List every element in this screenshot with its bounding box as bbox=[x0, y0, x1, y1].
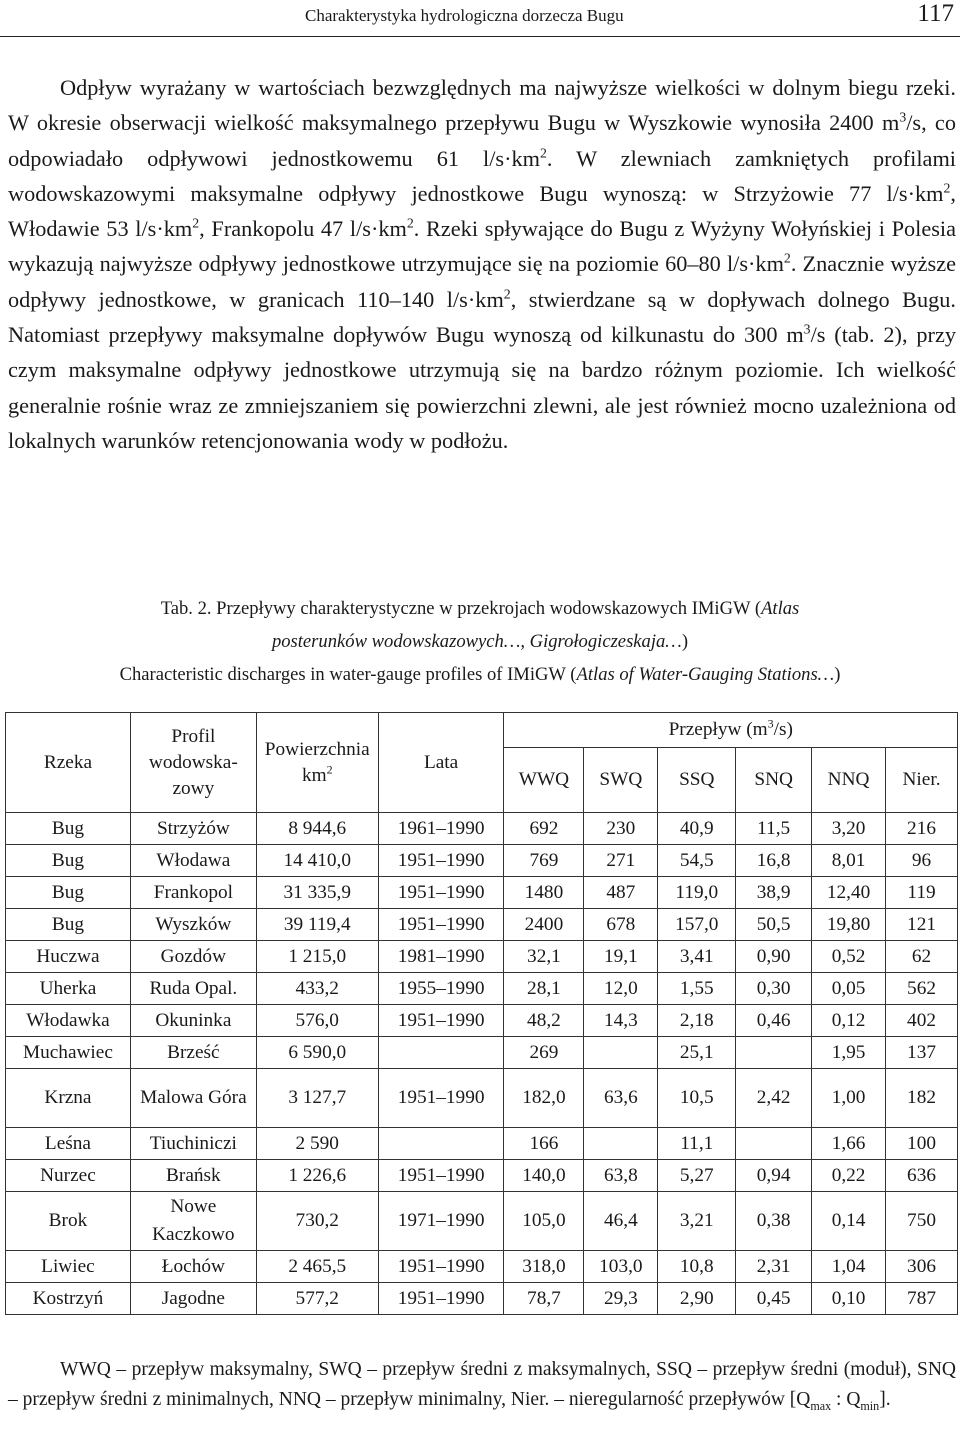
table-cell: 0,94 bbox=[736, 1160, 812, 1192]
header-text: Przepływ (m bbox=[668, 719, 768, 740]
text-run: WWQ – przepływ maksymalny, SWQ – przepływ średni z maksymalnych, SSQ – przepływ średni (moduł), SNQ – przepływ średni z minimalnych, NNQ – przepływ minimalny, Nier. – nieregularność przepływów [Q bbox=[8, 1359, 956, 1410]
table-cell: 3,20 bbox=[812, 813, 886, 845]
table-cell: 182 bbox=[886, 1069, 958, 1128]
table-cell: 0,30 bbox=[736, 973, 812, 1005]
table-cell: 1,04 bbox=[812, 1251, 886, 1283]
col-header-rzeka: Rzeka bbox=[6, 713, 131, 813]
table-cell: 2 590 bbox=[256, 1128, 378, 1160]
table-cell: 402 bbox=[886, 1005, 958, 1037]
table-cell: 2,18 bbox=[658, 1005, 736, 1037]
table-cell: Łochów bbox=[130, 1251, 256, 1283]
table-cell: 1981–1990 bbox=[378, 941, 504, 973]
table-cell: 230 bbox=[584, 813, 658, 845]
table-cell: 0,14 bbox=[812, 1192, 886, 1251]
table-cell bbox=[584, 1128, 658, 1160]
caption-italic: Atlas bbox=[761, 598, 800, 619]
table-cell: 78,7 bbox=[504, 1283, 584, 1315]
table-cell: 14,3 bbox=[584, 1005, 658, 1037]
running-head: Charakterystyka hydrologiczna dorzecza Bugu bbox=[305, 6, 624, 25]
table-cell: 1951–1990 bbox=[378, 1005, 504, 1037]
caption-pl-line-2 bbox=[0, 625, 960, 658]
table-cell: Bug bbox=[6, 909, 131, 941]
table-cell: 271 bbox=[584, 845, 658, 877]
table-cell: 1480 bbox=[504, 877, 584, 909]
table-cell: 1951–1990 bbox=[378, 1069, 504, 1128]
header-text: /s) bbox=[773, 719, 793, 740]
table-cell: Muchawiec bbox=[6, 1037, 131, 1069]
table-cell bbox=[378, 1128, 504, 1160]
table-cell: 269 bbox=[504, 1037, 584, 1069]
table-row bbox=[6, 973, 958, 1005]
table-row bbox=[6, 1283, 958, 1315]
table-cell: 3,41 bbox=[658, 941, 736, 973]
body-paragraph bbox=[8, 70, 956, 458]
table-cell: 576,0 bbox=[256, 1005, 378, 1037]
table-cell: 3 127,7 bbox=[256, 1069, 378, 1128]
table-cell: 1 226,6 bbox=[256, 1160, 378, 1192]
table-cell: 14 410,0 bbox=[256, 845, 378, 877]
superscript: 2 bbox=[192, 215, 200, 231]
table-cell: Liwiec bbox=[6, 1251, 131, 1283]
subscript: max bbox=[810, 1398, 832, 1413]
table-cell: 787 bbox=[886, 1283, 958, 1315]
table-row bbox=[6, 813, 958, 845]
table-cell: 2400 bbox=[504, 909, 584, 941]
table-cell: 1951–1990 bbox=[378, 877, 504, 909]
table-cell: 0,05 bbox=[812, 973, 886, 1005]
table-cell: 96 bbox=[886, 845, 958, 877]
table-cell: 166 bbox=[504, 1128, 584, 1160]
table-cell: 50,5 bbox=[736, 909, 812, 941]
table-cell: Gozdów bbox=[130, 941, 256, 973]
table-cell: 10,8 bbox=[658, 1251, 736, 1283]
table-cell: Huczwa bbox=[6, 941, 131, 973]
table-row bbox=[6, 1160, 958, 1192]
caption-italic: Atlas of Water-Gauging Stations… bbox=[576, 664, 835, 685]
table-cell: 1 215,0 bbox=[256, 941, 378, 973]
header-text: Powierzchnia km bbox=[264, 738, 370, 786]
table-body bbox=[6, 813, 958, 1315]
table-cell: 12,0 bbox=[584, 973, 658, 1005]
table-cell: Nurzec bbox=[6, 1160, 131, 1192]
table-cell: 0,12 bbox=[812, 1005, 886, 1037]
table-cell: 2,31 bbox=[736, 1251, 812, 1283]
table-cell: Brańsk bbox=[130, 1160, 256, 1192]
table-row bbox=[6, 1069, 958, 1128]
table-cell: 157,0 bbox=[658, 909, 736, 941]
table-cell: 39 119,4 bbox=[256, 909, 378, 941]
table-cell: 0,46 bbox=[736, 1005, 812, 1037]
table-cell: 2,90 bbox=[658, 1283, 736, 1315]
table-cell: 63,8 bbox=[584, 1160, 658, 1192]
table-row bbox=[6, 845, 958, 877]
text-run: , stwierdzane są w dopływach dolnego Bugu. Natomiast przepływy maksymalne dopływów Bugu wynoszą od kilkunastu do 300 m bbox=[8, 286, 956, 348]
text-run: . Rzeki spływające do Bugu z Wyżyny Wołyńskiej i Polesia wykazują najwyższe odpływy jednostkowe utrzymujące się na poziomie 60–80 l/s·km bbox=[8, 216, 956, 277]
table-caption bbox=[0, 592, 960, 691]
table-cell: Kostrzyń bbox=[6, 1283, 131, 1315]
table-cell: 769 bbox=[504, 845, 584, 877]
table-cell: 1955–1990 bbox=[378, 973, 504, 1005]
footnote-text bbox=[8, 1355, 956, 1414]
table-cell: 11,1 bbox=[658, 1128, 736, 1160]
table-cell: 19,80 bbox=[812, 909, 886, 941]
text-run: /s, co odpowiadało odpływowi jednostkowemu 61 l/s·km bbox=[8, 110, 956, 171]
caption-italic: posterunków wodowskazowych…, Gigrołogiczeskaja… bbox=[271, 631, 682, 652]
table-cell: 1,95 bbox=[812, 1037, 886, 1069]
table-cell: 306 bbox=[886, 1251, 958, 1283]
table-cell: 433,2 bbox=[256, 973, 378, 1005]
table-cell: Ruda Opal. bbox=[130, 973, 256, 1005]
text-run: . Znacznie wyższe odpływy jednostkowe, w granicach 110–140 l/s·km bbox=[8, 251, 956, 312]
col-header-snq: SNQ bbox=[736, 748, 812, 813]
table-cell: Wyszków bbox=[130, 909, 256, 941]
caption-text: ) bbox=[681, 631, 689, 652]
caption-text: Characteristic discharges in water-gauge profiles of IMiGW ( bbox=[119, 664, 577, 685]
table-cell: 5,27 bbox=[658, 1160, 736, 1192]
table-cell: 16,8 bbox=[736, 845, 812, 877]
table-footnote bbox=[8, 1355, 956, 1414]
table-cell bbox=[736, 1037, 812, 1069]
col-header-nnq: NNQ bbox=[812, 748, 886, 813]
table-row bbox=[6, 1037, 958, 1069]
table-cell: Frankopol bbox=[130, 877, 256, 909]
col-header-ssq: SSQ bbox=[658, 748, 736, 813]
table-cell: 636 bbox=[886, 1160, 958, 1192]
superscript: 2 bbox=[943, 180, 951, 196]
table-cell: 1,66 bbox=[812, 1128, 886, 1160]
table-cell: 6 590,0 bbox=[256, 1037, 378, 1069]
table-row bbox=[6, 941, 958, 973]
table-cell: 38,9 bbox=[736, 877, 812, 909]
superscript: 3 bbox=[767, 716, 774, 731]
table-cell: 216 bbox=[886, 813, 958, 845]
table-cell: 54,5 bbox=[658, 845, 736, 877]
table-cell: 10,5 bbox=[658, 1069, 736, 1128]
col-header-przeplyw bbox=[504, 713, 958, 748]
text-run: , Frankopolu 47 l/s·km bbox=[199, 216, 407, 242]
table-cell: Bug bbox=[6, 877, 131, 909]
table-cell: 0,90 bbox=[736, 941, 812, 973]
table-cell: Leśna bbox=[6, 1128, 131, 1160]
header-row bbox=[6, 713, 958, 748]
text-run: Odpływ wyrażany w wartościach bezwzględnych ma najwyższe wielkości w dolnym biegu rzeki. W okresie obserwacji wielkość maksymalnego przepływu Bugu w Wyszkowie wynosiła 2400 m bbox=[8, 75, 956, 136]
table-cell: 1951–1990 bbox=[378, 1283, 504, 1315]
table-cell: 32,1 bbox=[504, 941, 584, 973]
col-header-profil: Profil wodowskazowy bbox=[130, 713, 256, 813]
table-cell: Brok bbox=[6, 1192, 131, 1251]
table-cell bbox=[378, 1037, 504, 1069]
table-cell: 8,01 bbox=[812, 845, 886, 877]
superscript: 2 bbox=[540, 145, 547, 161]
col-header-nier: Nier. bbox=[886, 748, 958, 813]
text-run: /s (tab. 2), przy czym maksymalne odpływy jednostkowe utrzymują się na bardzo różnym poziomie. Ich wielkość generalnie rośnie wraz ze zmniejszaniem się powierzchni zlewni, ale jest również mocno uzależniona od lokalnych warunków retencjonowania wody w podłożu. bbox=[8, 322, 956, 453]
table-cell: Uherka bbox=[6, 973, 131, 1005]
table-cell: 25,1 bbox=[658, 1037, 736, 1069]
table-cell: Tiuchiniczi bbox=[130, 1128, 256, 1160]
table-cell: 2,42 bbox=[736, 1069, 812, 1128]
table-cell bbox=[584, 1037, 658, 1069]
caption-en-line bbox=[0, 658, 960, 691]
table-cell: 1951–1990 bbox=[378, 1160, 504, 1192]
caption-text: ) bbox=[834, 664, 841, 685]
text-run: , Włodawie 53 l/s·km bbox=[8, 180, 956, 242]
table-cell: 105,0 bbox=[504, 1192, 584, 1251]
superscript: 3 bbox=[899, 109, 907, 125]
caption-text: Tab. 2. Przepływy charakterystyczne w przekrojach wodowskazowych IMiGW ( bbox=[160, 598, 762, 619]
table-cell: 40,9 bbox=[658, 813, 736, 845]
superscript: 2 bbox=[406, 215, 414, 231]
table-cell: 1951–1990 bbox=[378, 845, 504, 877]
table-row bbox=[6, 1251, 958, 1283]
table-cell: 1961–1990 bbox=[378, 813, 504, 845]
col-header-wwq: WWQ bbox=[504, 748, 584, 813]
table-cell: Strzyżów bbox=[130, 813, 256, 845]
page-header bbox=[0, 0, 960, 37]
paragraph-text bbox=[8, 70, 956, 458]
table-cell: 103,0 bbox=[584, 1251, 658, 1283]
table-cell: 0,52 bbox=[812, 941, 886, 973]
table-cell: 692 bbox=[504, 813, 584, 845]
table-cell: 730,2 bbox=[256, 1192, 378, 1251]
col-header-lata: Lata bbox=[378, 713, 504, 813]
table-cell: 119 bbox=[886, 877, 958, 909]
table-cell: 3,21 bbox=[658, 1192, 736, 1251]
caption-pl-line-1 bbox=[0, 592, 960, 625]
table-cell: 31 335,9 bbox=[256, 877, 378, 909]
table-cell: 577,2 bbox=[256, 1283, 378, 1315]
table-cell: 62 bbox=[886, 941, 958, 973]
table-row bbox=[6, 1192, 958, 1251]
page-number: 117 bbox=[917, 0, 954, 27]
col-header-swq: SWQ bbox=[584, 748, 658, 813]
superscript: 2 bbox=[326, 762, 333, 777]
table-cell: Włodawa bbox=[130, 845, 256, 877]
table-cell: 48,2 bbox=[504, 1005, 584, 1037]
subscript: min bbox=[860, 1398, 880, 1413]
table-cell: Okuninka bbox=[130, 1005, 256, 1037]
text-run: . W zlewniach zamkniętych profilami wodowskazowymi maksymalne odpływy jednostkowe Bugu wynoszą: w Strzyżowie 77 l/s·km bbox=[8, 145, 956, 206]
table-cell: 0,10 bbox=[812, 1283, 886, 1315]
table-cell: 487 bbox=[584, 877, 658, 909]
table-cell: 119,0 bbox=[658, 877, 736, 909]
table-cell: 1,00 bbox=[812, 1069, 886, 1128]
table-cell: Włodawka bbox=[6, 1005, 131, 1037]
table-cell: 1951–1990 bbox=[378, 1251, 504, 1283]
superscript: 2 bbox=[503, 286, 511, 302]
table-cell bbox=[736, 1128, 812, 1160]
table-cell: 678 bbox=[584, 909, 658, 941]
col-header-powierzchnia bbox=[256, 713, 378, 813]
table-cell: 318,0 bbox=[504, 1251, 584, 1283]
table-row bbox=[6, 877, 958, 909]
table-cell: 12,40 bbox=[812, 877, 886, 909]
table-cell: 137 bbox=[886, 1037, 958, 1069]
table-cell: 0,38 bbox=[736, 1192, 812, 1251]
table-row bbox=[6, 1005, 958, 1037]
superscript: 2 bbox=[783, 251, 791, 267]
discharge-table bbox=[5, 712, 958, 1315]
table-cell: Nowe Kaczkowo bbox=[130, 1192, 256, 1251]
table-row bbox=[6, 909, 958, 941]
table-cell: Bug bbox=[6, 813, 131, 845]
table-cell: 1971–1990 bbox=[378, 1192, 504, 1251]
superscript: 3 bbox=[803, 321, 811, 337]
table-cell: 100 bbox=[886, 1128, 958, 1160]
table-cell: 63,6 bbox=[584, 1069, 658, 1128]
text-run: ]. bbox=[879, 1388, 891, 1410]
table-cell: 140,0 bbox=[504, 1160, 584, 1192]
table-cell: 2 465,5 bbox=[256, 1251, 378, 1283]
table-cell: 19,1 bbox=[584, 941, 658, 973]
table-cell: 121 bbox=[886, 909, 958, 941]
table-cell: Jagodne bbox=[130, 1283, 256, 1315]
table-cell: 0,22 bbox=[812, 1160, 886, 1192]
table-cell: 1,55 bbox=[658, 973, 736, 1005]
table-cell: 29,3 bbox=[584, 1283, 658, 1315]
table-cell: Bug bbox=[6, 845, 131, 877]
table-cell: 8 944,6 bbox=[256, 813, 378, 845]
table-cell: 28,1 bbox=[504, 973, 584, 1005]
table-cell: Brześć bbox=[130, 1037, 256, 1069]
table-cell: 11,5 bbox=[736, 813, 812, 845]
table-cell: Malowa Góra bbox=[130, 1069, 256, 1128]
table-cell: 1951–1990 bbox=[378, 909, 504, 941]
table-cell: Krzna bbox=[6, 1069, 131, 1128]
table-cell: 750 bbox=[886, 1192, 958, 1251]
table-cell: 562 bbox=[886, 973, 958, 1005]
table-cell: 0,45 bbox=[736, 1283, 812, 1315]
table-cell: 46,4 bbox=[584, 1192, 658, 1251]
table-cell: 182,0 bbox=[504, 1069, 584, 1128]
table-row bbox=[6, 1128, 958, 1160]
text-run: : Q bbox=[831, 1388, 861, 1410]
